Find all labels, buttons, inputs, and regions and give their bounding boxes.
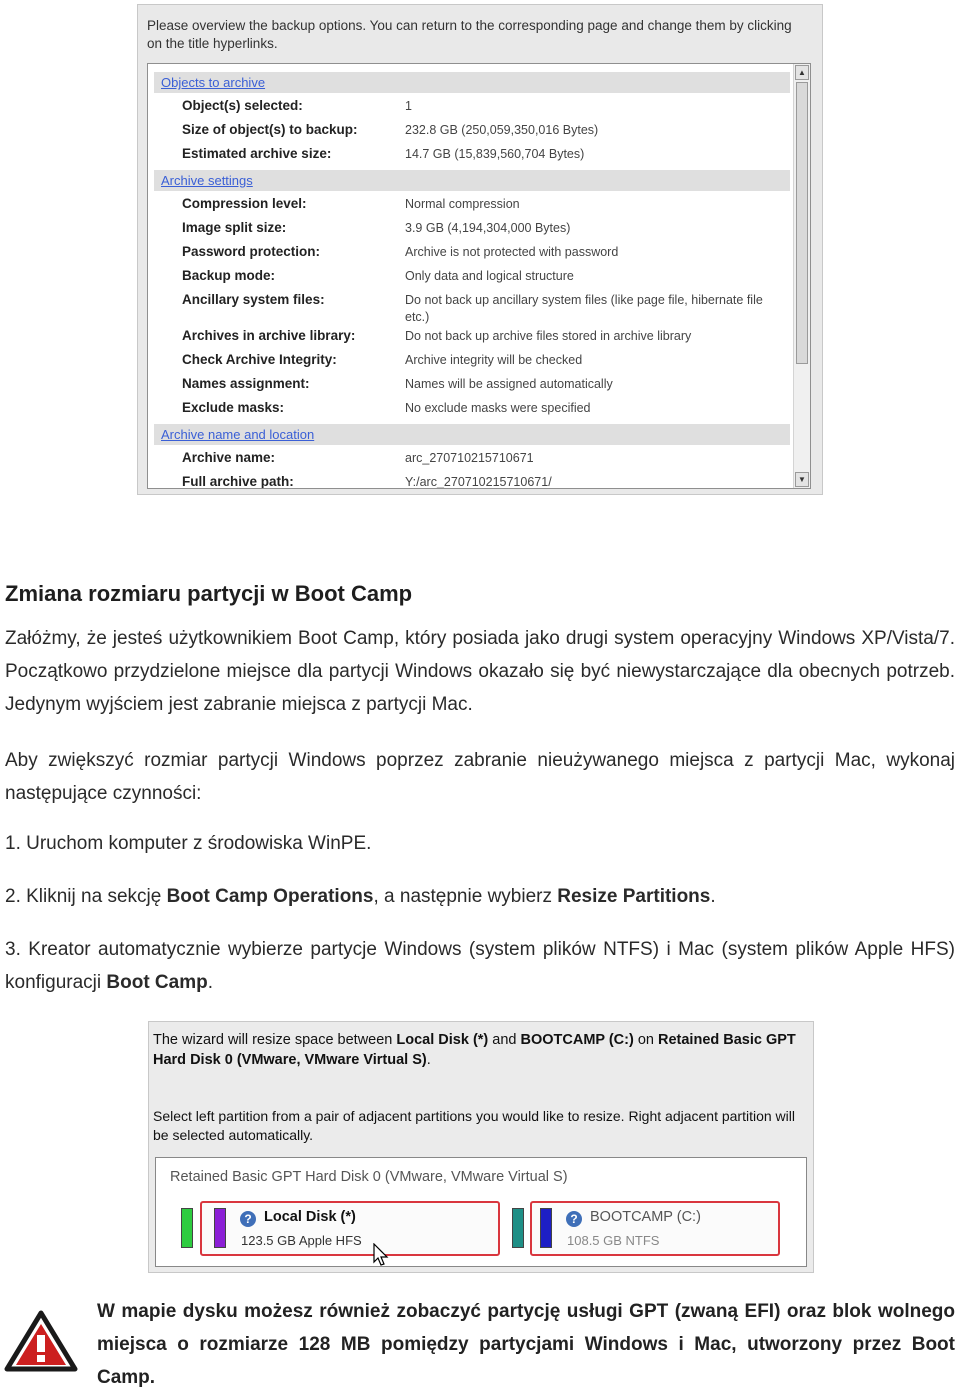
partition-local-disk[interactable]: [200, 1201, 500, 1256]
wizard-instruction: Select left partition from a pair of adjacent partitions you would like to resize. Right adjacent partition will be selected automatically.: [153, 1108, 795, 1143]
summary-value: Normal compression: [405, 197, 520, 211]
summary-value: No exclude masks were specified: [405, 401, 591, 415]
warning-icon: [4, 1310, 78, 1372]
summary-row: [154, 472, 790, 489]
summary-value: 232.8 GB (250,059,350,016 Bytes): [405, 123, 599, 137]
summary-row: [154, 96, 790, 120]
section-title-link[interactable]: Objects to archive: [161, 75, 266, 90]
partition-bootcamp[interactable]: [530, 1201, 780, 1256]
summary-row: [154, 290, 790, 326]
partition-size: 123.5 GB Apple HFS: [241, 1233, 362, 1248]
summary-key: Check Archive Integrity:: [182, 352, 337, 367]
summary-row: [154, 398, 790, 422]
scroll-up-arrow-icon[interactable]: ▲: [795, 65, 809, 80]
section-heading: Zmiana rozmiaru partycji w Boot Camp: [5, 581, 413, 606]
summary-key: Archive name:: [182, 450, 276, 465]
summary-value: Do not back up ancillary system files (like page file, hibernate file etc.): [405, 293, 763, 324]
summary-key: Compression level:: [182, 196, 307, 211]
disk-map: [155, 1157, 807, 1267]
step-3: 3. Kreator automatycznie wybierze partycje Windows (system plików NTFS) i Mac (system plików Apple HFS) konfiguracji Boot Camp.: [5, 939, 955, 993]
mac-partition-bar: [214, 1208, 226, 1248]
note-text: W mapie dysku możesz również zobaczyć partycję usługi GPT (zwaną EFI) oraz blok wolnego miejsca o rozmiarze 128 MB pomiędzy partycjami Windows i Mac, utworzony przez Boot Camp.: [97, 1301, 955, 1388]
summary-row: [154, 266, 790, 290]
summary-row: [154, 326, 790, 350]
summary-value: arc_270710215710671: [405, 451, 534, 465]
partition-name: Local Disk (*): [264, 1209, 356, 1225]
summary-value: 3.9 GB (4,194,304,000 Bytes): [405, 221, 571, 235]
paragraph-instructions: Aby zwiększyć rozmiar partycji Windows poprzez zabranie nieużywanego miejsca z partycji Mac, wykonaj następujące czynności:: [5, 750, 955, 804]
summary-row: [154, 218, 790, 242]
summary-value: Archive is not protected with password: [405, 245, 619, 259]
summary-key: Size of object(s) to backup:: [182, 122, 358, 137]
summary-row: [154, 242, 790, 266]
summary-key: Ancillary system files:: [182, 292, 325, 307]
summary-key: Exclude masks:: [182, 400, 285, 415]
free-space-bar[interactable]: [512, 1208, 524, 1248]
section-header: [154, 424, 790, 445]
step-1: 1. Uruchom komputer z środowiska WinPE.: [5, 833, 372, 854]
vertical-scrollbar[interactable]: [793, 64, 810, 488]
summary-value: Do not back up archive files stored in archive library: [405, 329, 692, 343]
summary-row: [154, 194, 790, 218]
resize-wizard-screenshot: [148, 1021, 814, 1273]
summary-panel: [147, 63, 811, 489]
summary-value: 14.7 GB (15,839,560,704 Bytes): [405, 147, 585, 161]
summary-value: Y:/arc_270710215710671/: [405, 475, 552, 489]
info-icon: ?: [566, 1211, 582, 1227]
partition-size: 108.5 GB NTFS: [567, 1233, 660, 1248]
summary-value: Only data and logical structure: [405, 269, 574, 283]
disk-title: Retained Basic GPT Hard Disk 0 (VMware, VMware Virtual S): [170, 1169, 568, 1185]
summary-key: Password protection:: [182, 244, 321, 259]
backup-summary-screenshot: [137, 4, 823, 495]
section-title-link[interactable]: Archive name and location: [161, 427, 315, 442]
summary-row: [154, 374, 790, 398]
paragraph-intro: Załóżmy, że jesteś użytkownikiem Boot Camp, który posiada jako drugi system operacyjny Windows XP/Vista/7. Początkowo przydzielone miejsce dla partycji Windows okazało się być niewystarczające dla obecnych potrzeb. Jedynym wyjściem jest zabranie miejsca z partycji Mac.: [5, 628, 955, 715]
section-header: [154, 170, 790, 191]
summary-value: Archive integrity will be checked: [405, 353, 583, 367]
scroll-thumb[interactable]: [796, 82, 808, 364]
partition-name: BOOTCAMP (C:): [590, 1209, 701, 1225]
summary-key: Backup mode:: [182, 268, 276, 283]
section-title-link[interactable]: Archive settings: [161, 173, 253, 188]
summary-key: Full archive path:: [182, 474, 294, 489]
summary-key: Archives in archive library:: [182, 328, 356, 343]
summary-rows: [154, 70, 790, 489]
wizard-description: The wizard will resize space between Local Disk (*) and BOOTCAMP (C:) on Retained Basic GPT Hard Disk 0 (VMware, VMware Virtual S).: [153, 1032, 796, 1068]
summary-row: [154, 350, 790, 374]
summary-value: 1: [405, 99, 412, 113]
step-2: 2. Kliknij na sekcję Boot Camp Operations, a następnie wybierz Resize Partitions.: [5, 886, 716, 907]
summary-value: Names will be assigned automatically: [405, 377, 613, 391]
windows-partition-bar: [540, 1208, 552, 1248]
scroll-down-arrow-icon[interactable]: ▼: [795, 472, 809, 487]
summary-row: [154, 448, 790, 472]
summary-key: Object(s) selected:: [182, 98, 303, 113]
mouse-cursor-icon: [373, 1243, 391, 1267]
summary-key: Estimated archive size:: [182, 146, 332, 161]
section-header: [154, 72, 790, 93]
summary-key: Names assignment:: [182, 376, 310, 391]
info-icon: ?: [240, 1211, 256, 1227]
summary-key: Image split size:: [182, 220, 287, 235]
summary-intro: Please overview the backup options. You can return to the corresponding page and change them by clicking on the title hyperlinks.: [147, 18, 792, 51]
gpt-service-partition-bar[interactable]: [181, 1208, 193, 1248]
summary-row: [154, 120, 790, 144]
summary-row: [154, 144, 790, 168]
